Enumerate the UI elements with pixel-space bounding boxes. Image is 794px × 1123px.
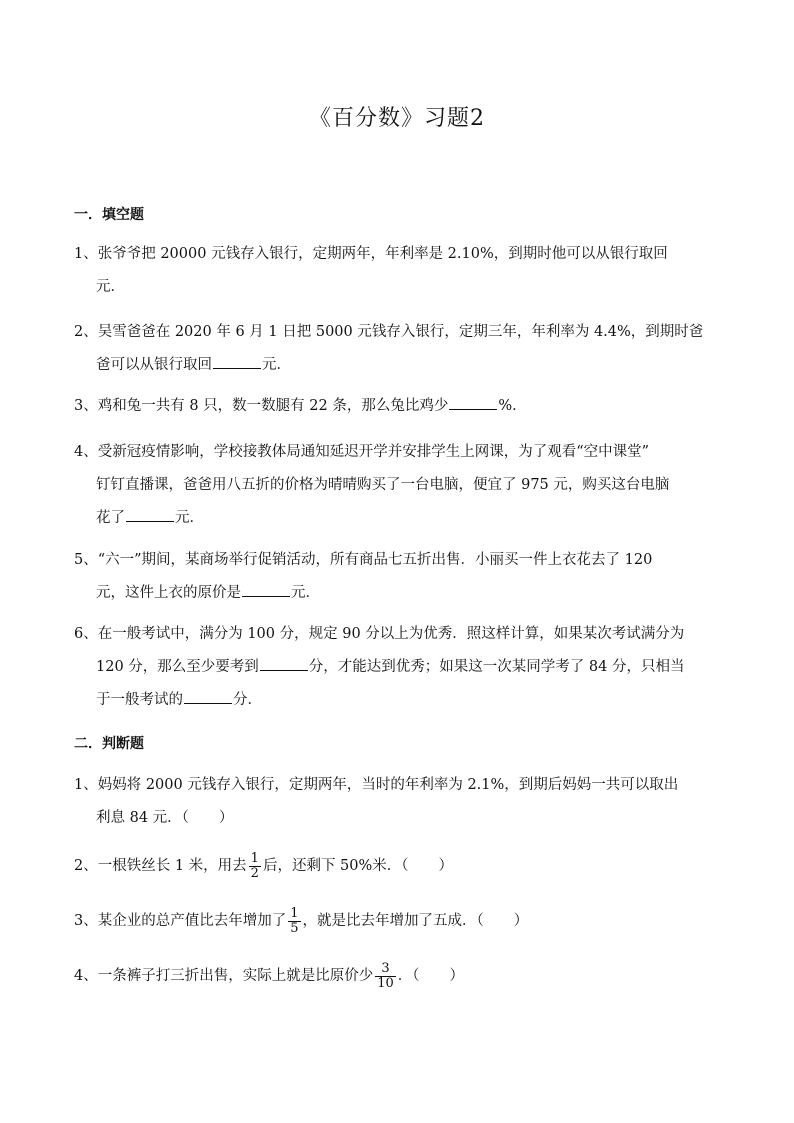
fraction-numerator: 3 [375,962,396,977]
judge-question-4 [74,960,724,993]
question-text: ） [218,810,234,826]
fraction-numerator: 1 [290,905,299,921]
question-text: 2、一根铁丝长 1 米，用去 [74,858,247,874]
question-text: 元． [291,585,320,601]
question-text: 分，才能达到优秀；如果这一次某同学考了 84 分，只相当 [308,659,685,675]
fill-question-1 [74,238,724,304]
question-text: 1、妈妈将 2000 元钱存入银行，定期两年，当时的年利率为 2.1%，到期后妈妈一共可以取出 [74,777,679,793]
question-text: ） [513,913,529,929]
question-text: 120 分，那么至少要考到 [96,659,259,675]
question-text: 3、某企业的总产值比去年增加了 [74,913,287,929]
judge-question-3 [74,905,724,938]
section-heading-fill-in: 一．填空题 [74,207,144,223]
answer-blank[interactable] [242,582,290,597]
question-text: 1、张爷爷把 20000 元钱存入银行，定期两年，年利率是 2.10%，到期时他可以从银行取回 [74,246,668,262]
question-text: ，就是比去年增加了五成．（ [302,913,484,929]
fraction [375,962,396,991]
fill-question-2 [74,316,724,382]
question-text: ） [449,968,465,984]
fraction-denominator: 2 [250,865,259,881]
answer-blank[interactable] [184,689,232,704]
page-title: 《百分数》习题2 [309,106,485,131]
fill-question-3 [74,390,724,423]
question-text: ） [438,858,454,874]
question-text: 分． [233,692,262,708]
section-heading-true-false: 二．判断题 [74,736,144,752]
question-text: 钉钉直播课，爸爸用八五折的价格为晴晴购买了一台电脑，便宜了 975 元，购买这台电脑 [96,477,670,493]
question-text: 于一般考试的 [96,692,183,708]
question-text: 元，这件上衣的原价是 [96,585,241,601]
question-text: 元． [262,357,291,373]
fraction [249,852,261,881]
fill-question-6 [74,618,724,717]
answer-blank[interactable] [213,354,261,369]
answer-blank[interactable] [449,395,497,410]
question-text: 元． [175,510,204,526]
question-text: 3、鸡和兔一共有 8 只，数一数腿有 22 条，那么兔比鸡少 [74,398,449,414]
fill-question-5 [74,544,724,610]
question-text: 元． [96,279,125,295]
fraction-numerator: 1 [250,850,259,866]
judge-question-2 [74,850,724,883]
question-text: 4、一条裤子打三折出售，实际上就是比原价少 [74,968,374,984]
question-text: 5、“六一”期间，某商场举行促销活动，所有商品七五折出售．小丽买一件上衣花去了 120 [74,552,653,568]
judge-question-1 [74,769,724,835]
question-text: 利息 84 元．（ [96,810,189,826]
question-text: 2、吴雪爸爸在 2020 年 6 月 1 日把 5000 元钱存入银行，定期三年，年利率为 4.4%，到期时爸 [74,324,704,340]
answer-blank[interactable] [260,656,308,671]
fraction-denominator: 5 [290,920,299,936]
fill-question-4 [74,436,724,535]
question-text: 花了 [96,510,125,526]
question-text: 6、在一般考试中，满分为 100 分，规定 90 分以上为优秀．照这样计算，如果某次考试满分为 [74,626,685,642]
question-text: 4、受新冠疫情影响，学校接教体局通知延迟开学并安排学生上网课，为了观看“空中课堂” [74,444,650,460]
question-text: 后，还剩下 50%米．（ [262,858,409,874]
question-text: %． [498,398,527,414]
question-text: 爸可以从银行取回 [96,357,212,373]
answer-blank[interactable] [126,507,174,522]
question-text: ．（ [397,968,420,984]
fraction-denominator: 10 [377,975,394,991]
fraction [288,907,300,936]
